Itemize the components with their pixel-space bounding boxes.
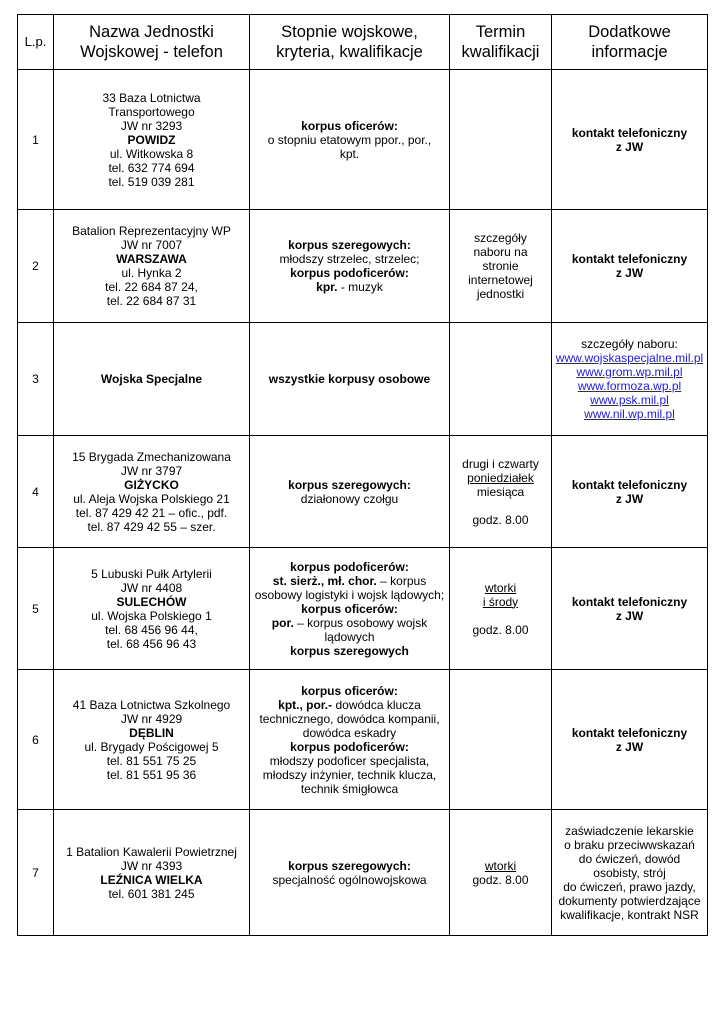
unit-cell [54, 70, 250, 210]
header-term: Termin kwalifikacji [450, 15, 552, 70]
term-text: i środy [482, 594, 519, 609]
header-info: Dodatkowe informacje [552, 15, 708, 70]
ranks-rank: st. sierż., mł. chor. [272, 573, 377, 588]
ranks-detail: działonowy czołgu [300, 491, 399, 506]
unit-phone: tel. 22 684 87 24, [105, 280, 198, 294]
unit-name: Transportowego [108, 104, 195, 119]
ranks-corps: korpus oficerów: [301, 601, 398, 616]
unit-phone: tel. 22 684 87 31 [106, 294, 197, 308]
unit-city: WARSZAWA [116, 252, 187, 266]
ranks-corps: wszystkie korpusy osobowe [268, 372, 431, 386]
ranks-corps: korpus podoficerów: [290, 739, 409, 754]
header-ranks: Stopnie wojskowe, kryteria, kwalifikacje [250, 15, 450, 70]
unit-address: ul. Hynka 2 [121, 266, 182, 280]
unit-cell [54, 810, 250, 936]
info-text: z JW [615, 608, 644, 623]
link-grom[interactable]: www.grom.wp.mil.pl [576, 365, 683, 379]
unit-name: 41 Baza Lotnictwa Szkolnego [72, 697, 231, 712]
info-text: dokumenty potwierdzające [558, 893, 701, 908]
term-hour: godz. 8.00 [472, 622, 529, 637]
term-text: wtorki [484, 580, 517, 595]
term-cell [450, 436, 552, 548]
term-cell [450, 670, 552, 810]
term-cell [450, 210, 552, 323]
term-text: poniedziałek [467, 470, 534, 485]
unit-jw-number: JW nr 7007 [120, 238, 183, 252]
ranks-rank: kpt., por.- [278, 697, 333, 712]
info-cell [552, 548, 708, 670]
term-cell [450, 70, 552, 210]
unit-cell [54, 548, 250, 670]
ranks-corps: korpus oficerów: [301, 683, 398, 698]
row-number: 3 [18, 323, 54, 436]
term-text: naboru na [473, 245, 528, 259]
unit-city: DĘBLIN [129, 725, 174, 740]
ranks-cell [250, 810, 450, 936]
ranks-detail: specjalność ogólnowojskowa [272, 872, 427, 887]
unit-phone: tel. 68 456 96 44, [105, 622, 198, 637]
info-text: szczegóły naboru: [581, 337, 678, 351]
info-cell [552, 323, 708, 436]
unit-jw-number: JW nr 3293 [120, 118, 183, 133]
ranks-corps: korpus podoficerów: [290, 266, 409, 280]
info-text: z JW [615, 739, 644, 754]
info-text: zaświadczenie lekarskie [565, 823, 694, 838]
unit-phone: tel. 87 429 42 21 – ofic., pdf. [75, 505, 228, 520]
row-number: 4 [18, 436, 54, 548]
row-number: 7 [18, 810, 54, 936]
ranks-cell [250, 670, 450, 810]
link-wojskaspecjalne[interactable]: www.wojskaspecjalne.mil.pl [555, 351, 704, 365]
info-cell [552, 70, 708, 210]
ranks-corps: korpus szeregowych: [288, 238, 411, 252]
unit-cell [54, 436, 250, 548]
unit-address: ul. Aleja Wojska Polskiego 21 [73, 491, 230, 506]
recruitment-table [17, 14, 708, 936]
table-row [18, 210, 708, 323]
info-text: kontakt telefoniczny [571, 477, 688, 492]
term-hour: godz. 8.00 [472, 872, 529, 887]
row-number: 1 [18, 70, 54, 210]
unit-city: LEŹNICA WIELKA [100, 872, 203, 887]
term-text: jednostki [476, 287, 525, 301]
info-text: kontakt telefoniczny [571, 252, 688, 266]
unit-phone: tel. 68 456 96 43 [106, 636, 197, 651]
info-cell [552, 810, 708, 936]
unit-phone: tel. 81 551 75 25 [106, 753, 197, 768]
term-text: miesiąca [476, 484, 525, 499]
unit-phone: tel. 81 551 95 36 [106, 767, 197, 782]
term-hour: godz. 8.00 [472, 512, 529, 527]
term-cell [450, 548, 552, 670]
unit-jw-number: JW nr 4929 [120, 711, 183, 726]
ranks-cell [250, 323, 450, 436]
ranks-cell [250, 436, 450, 548]
unit-cell [54, 210, 250, 323]
unit-name: 15 Brygada Zmechanizowana [72, 449, 231, 464]
ranks-cell [250, 210, 450, 323]
unit-name: 33 Baza Lotnictwa [102, 90, 201, 105]
info-cell [552, 436, 708, 548]
unit-name: 1 Batalion Kawalerii Powietrznej [66, 844, 237, 859]
unit-jw-number: JW nr 4408 [120, 580, 183, 595]
ranks-corps: korpus podoficerów: [290, 559, 409, 574]
unit-city: POWIDZ [127, 132, 176, 147]
link-nil[interactable]: www.nil.wp.mil.pl [584, 407, 675, 421]
info-text: o braku przeciwwskazań [564, 837, 695, 852]
unit-phone: tel. 632 774 694 [108, 160, 195, 175]
ranks-detail: kpt. [339, 146, 360, 161]
link-psk[interactable]: www.psk.mil.pl [590, 393, 669, 407]
ranks-detail: – korpus osobowy wojsk lądowych [293, 615, 428, 644]
unit-address: ul. Witkowska 8 [109, 146, 194, 161]
ranks-detail: młodszy podoficer specjalista, młodszy inżynier, technik klucza, technik śmigłowca [262, 753, 437, 796]
info-text: z JW [615, 139, 644, 154]
ranks-cell [250, 548, 450, 670]
unit-jw-number: JW nr 3797 [120, 463, 183, 478]
term-cell [450, 323, 552, 436]
unit-phone: tel. 87 429 42 55 – szer. [87, 519, 216, 534]
table-row [18, 810, 708, 936]
row-number: 2 [18, 210, 54, 323]
unit-name: 5 Lubuski Pułk Artylerii [91, 566, 212, 581]
unit-cell [54, 323, 250, 436]
term-text: wtorki [484, 858, 517, 873]
info-text: do ćwiczeń, prawo jazdy, [563, 879, 696, 894]
ranks-detail: dowódca klucza technicznego, dowódca kompanii, dowódca eskadry [259, 697, 440, 740]
info-text: kontakt telefoniczny [571, 594, 688, 609]
table-row [18, 70, 708, 210]
table-row [18, 548, 708, 670]
ranks-detail: o stopniu etatowym ppor., por., [267, 132, 432, 147]
info-cell [552, 210, 708, 323]
unit-cell [54, 670, 250, 810]
ranks-rank: por. [271, 615, 294, 630]
info-text: z JW [615, 266, 644, 280]
unit-jw-number: JW nr 4393 [120, 858, 183, 873]
unit-name: Batalion Reprezentacyjny WP [72, 224, 231, 238]
unit-city: GIŻYCKO [124, 477, 179, 492]
ranks-rank: kpr. [316, 280, 338, 294]
header-unit: Nazwa Jednostki Wojskowej - telefon [54, 15, 250, 70]
info-text: kwalifikacje, kontrakt NSR [560, 907, 699, 922]
info-text: do ćwiczeń, dowód [578, 851, 681, 866]
unit-address: ul. Wojska Polskiego 1 [91, 608, 212, 623]
ranks-corps: korpus szeregowych: [288, 858, 411, 873]
info-text: z JW [615, 491, 644, 506]
term-cell [450, 810, 552, 936]
term-text: drugi i czwarty [462, 456, 539, 471]
row-number: 5 [18, 548, 54, 670]
info-text: kontakt telefoniczny [571, 125, 688, 140]
ranks-detail: młodszy strzelec, strzelec; [279, 252, 420, 266]
info-cell [552, 670, 708, 810]
unit-phone: tel. 519 039 281 [108, 174, 195, 189]
table-row [18, 436, 708, 548]
info-text: kontakt telefoniczny [571, 725, 688, 740]
header-row [18, 15, 708, 70]
table-row [18, 670, 708, 810]
unit-address: ul. Brygady Pościgowej 5 [84, 739, 219, 754]
ranks-detail: – korpus osobowy logistyki i wojsk lądowych; [254, 573, 445, 602]
term-text: szczegóły [474, 231, 527, 245]
table-row [18, 323, 708, 436]
link-formoza[interactable]: www.formoza.wp.pl [577, 379, 682, 393]
row-number: 6 [18, 670, 54, 810]
header-lp: L.p. [18, 15, 54, 70]
unit-city: SULECHÓW [116, 594, 187, 609]
term-text: internetowej [468, 273, 533, 287]
ranks-corps: korpus oficerów: [301, 118, 398, 133]
unit-name: Wojska Specjalne [100, 372, 203, 386]
ranks-corps: korpus szeregowych: [288, 477, 411, 492]
ranks-detail: - muzyk [337, 280, 383, 294]
ranks-corps: korpus szeregowych [290, 643, 409, 658]
info-text: osobisty, strój [593, 865, 666, 880]
unit-phone: tel. 601 381 245 [108, 886, 195, 901]
ranks-cell [250, 70, 450, 210]
term-text: stronie [482, 259, 519, 273]
